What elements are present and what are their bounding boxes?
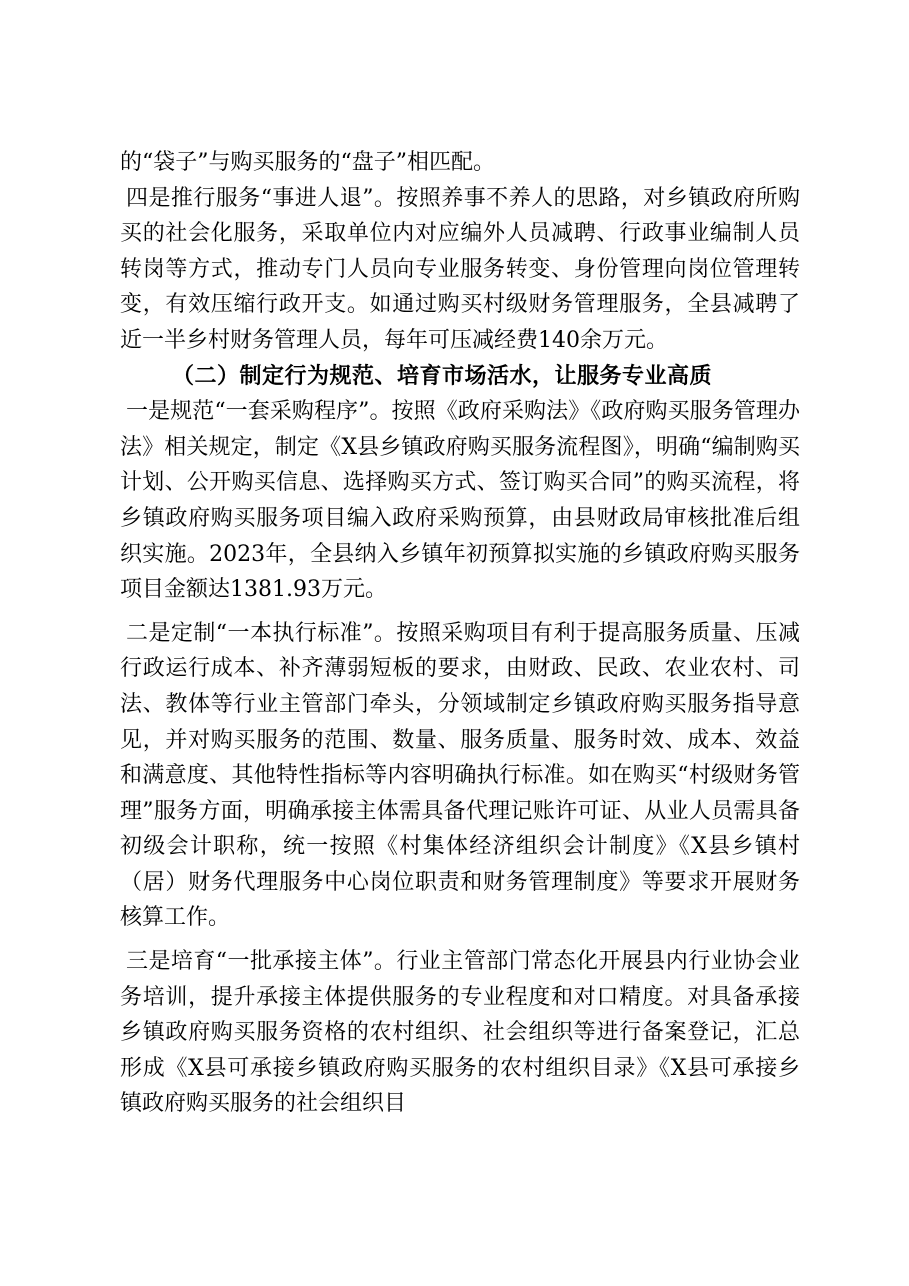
paragraph-gap	[120, 936, 800, 944]
paragraph-two-execution-standard: 二是定制“一本执行标准”。按照采购项目有利于提高服务质量、压减行政运行成本、补齐薄弱短板的要求，由财政、民政、农业农村、司法、教体等行业主管部门牵头，分领域制定乡镇政府购买服务指导意见，并对购买服务的范围、数量、服务质量、服务时效、成本、效益和满意度、其他特性指标等内容明确执行标准。如在购买“村级财务管理”服务方面，明确承接主体需具备代理记账许可证、从业人员需具备初级会计职称，统一按照《村集体经济组织会计制度》《X县乡镇村（居）财务代理服务中心岗位职责和财务管理制度》等要求开展财务核算工作。	[120, 620, 800, 931]
document-body	[120, 145, 800, 1122]
paragraph-three-undertaking-entities: 三是培育“一批承接主体”。行业主管部门常态化开展县内行业协会业务培训，提升承接主体提供服务的专业程度和对口精度。对具备承接乡镇政府购买服务资格的农村组织、社会组织等进行备案登记，汇总形成《X县可承接乡镇政府购买服务的农村组织目录》《X县可承接乡镇政府购买服务的社会组织目	[120, 949, 800, 1117]
section-heading-two: （二）制定行为规范、培育市场活水，让服务专业高质	[172, 362, 713, 389]
paragraph-continuation: 的“袋子”与购买服务的“盘子”相匹配。	[120, 150, 495, 175]
paragraph-four-service-reform: 四是推行服务“事进人退”。按照养事不养人的思路，对乡镇政府所购买的社会化服务，采取单位内对应编外人员减聘、行政事业编制人员转岗等方式，推动专门人员向专业服务转变、身份管理向岗位管理转变，有效压缩行政开支。如通过购买村级财务管理服务，全县减聘了近一半乡村财务管理人员，每年可压减经费140余万元。	[120, 185, 800, 353]
paragraph-one-procurement-procedure: 一是规范“一套采购程序”。按照《政府采购法》《政府购买服务管理办法》相关规定，制定《X县乡镇政府购买服务流程图》，明确“编制购买计划、公开购买信息、选择购买方式、签订购买合同”的购买流程，将乡镇政府购买服务项目编入政府采购预算，由县财政局审核批准后组织实施。2023年，全县纳入乡镇年初预算拟实施的乡镇政府购买服务项目金额达1381.93万元。	[120, 399, 800, 603]
paragraph-gap	[120, 608, 800, 616]
